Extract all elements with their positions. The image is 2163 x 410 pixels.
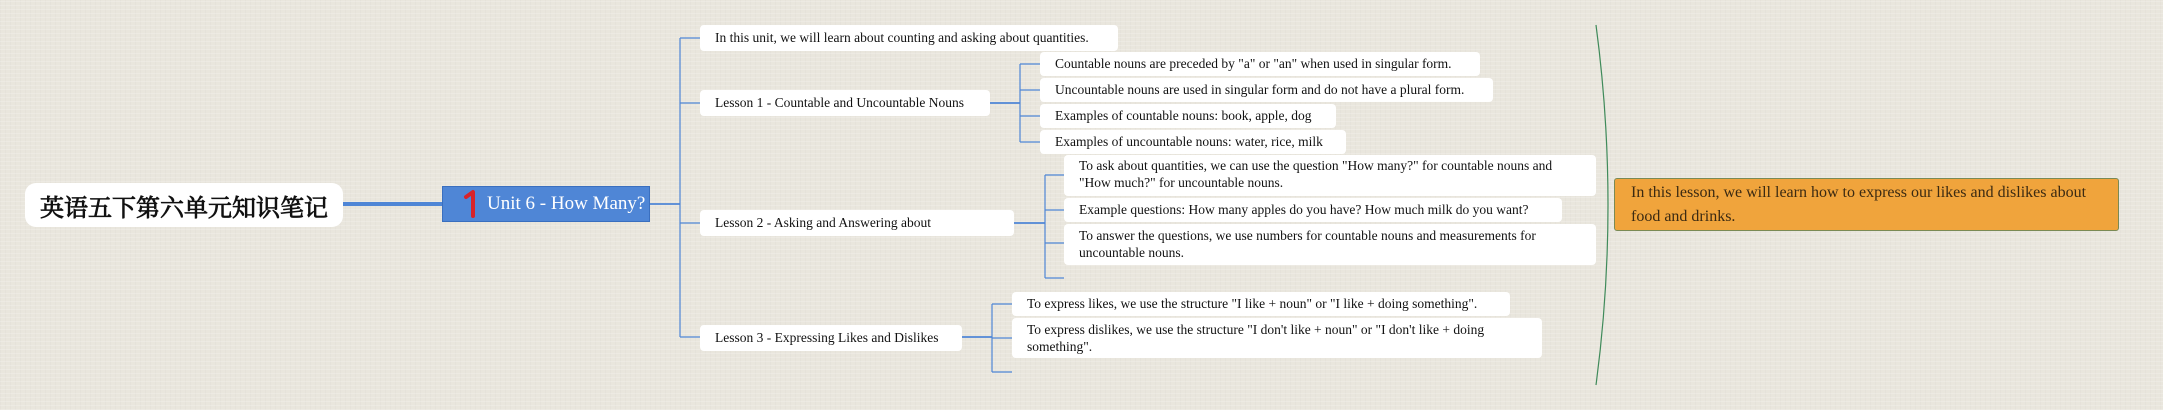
lesson-1-node[interactable] (700, 90, 990, 116)
lesson-1-item-4[interactable] (1040, 130, 1346, 154)
lesson-2-item-3-text: To answer the questions, we use numbers for countable nouns and measurements for uncountable nouns. (1079, 228, 1536, 260)
lesson-3-node[interactable] (700, 325, 962, 351)
lesson-1-item-3-text: Examples of countable nouns: book, apple, dog (1055, 108, 1312, 123)
lesson-3-title: Lesson 3 - Expressing Likes and Dislikes (715, 330, 939, 345)
lesson-1-item-1-text: Countable nouns are preceded by "a" or "an" when used in singular form. (1055, 56, 1452, 71)
lesson-2-item-3[interactable] (1064, 224, 1596, 265)
lesson-2-item-1[interactable] (1064, 155, 1596, 196)
lesson-1-item-2[interactable] (1040, 78, 1493, 102)
unit-topic[interactable] (442, 186, 650, 222)
number-marker-icon (463, 189, 479, 219)
summary-text: In this lesson, we will learn how to express our likes and dislikes about food and drinks. (1631, 184, 2087, 225)
lesson-3-item-1[interactable] (1012, 292, 1510, 316)
root-title: 英语五下第六单元知识笔记 (40, 193, 328, 222)
unit-title: Unit 6 - How Many? (487, 193, 646, 214)
summary-callout[interactable] (1614, 178, 2119, 231)
lesson-2-title: Lesson 2 - Asking and Answering about (715, 215, 931, 230)
lesson-3-item-2[interactable] (1012, 318, 1542, 358)
lesson-2-item-2-text: Example questions: How many apples do you have? How much milk do you want? (1079, 202, 1529, 217)
intro-text: In this unit, we will learn about counting and asking about quantities. (715, 30, 1089, 45)
lesson-1-item-1[interactable] (1040, 52, 1480, 76)
root-topic[interactable] (25, 183, 343, 227)
lesson-1-item-3[interactable] (1040, 104, 1336, 128)
lesson-3-item-1-text: To express likes, we use the structure "I like + noun" or "I like + doing something". (1027, 296, 1478, 311)
lesson-2-node[interactable] (700, 210, 1014, 236)
lesson-1-title: Lesson 1 - Countable and Uncountable Nouns (715, 95, 964, 110)
lesson-1-item-4-text: Examples of uncountable nouns: water, rice, milk (1055, 134, 1323, 149)
lesson-1-item-2-text: Uncountable nouns are used in singular form and do not have a plural form. (1055, 82, 1465, 97)
intro-node[interactable] (700, 25, 1118, 51)
lesson-3-item-2-text: To express dislikes, we use the structure "I don't like + noun" or "I don't like + doing something". (1027, 322, 1485, 354)
lesson-2-item-2[interactable] (1064, 198, 1562, 222)
lesson-2-item-1-text: To ask about quantities, we can use the question "How many?" for countable nouns and "How much?" for uncountable nouns. (1079, 158, 1553, 190)
